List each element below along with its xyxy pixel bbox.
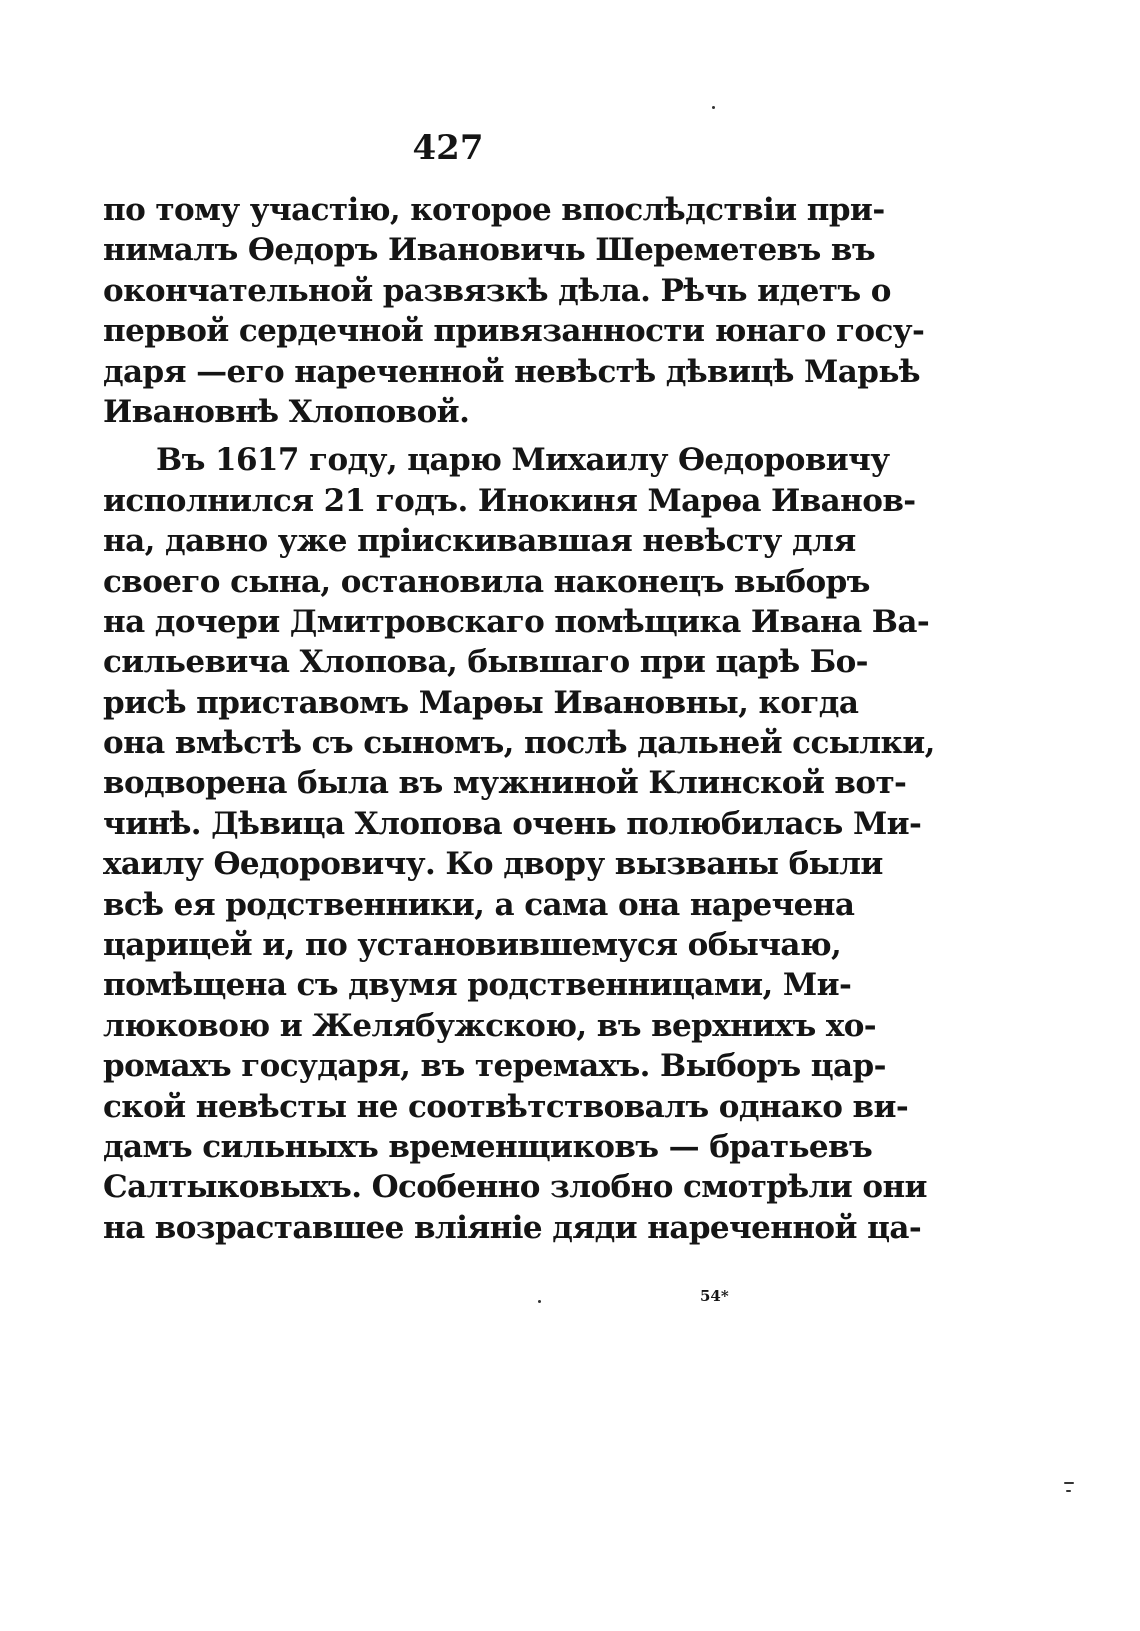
text-line: помѣщена съ двумя родственницами, Ми-: [103, 967, 852, 1004]
text-line: она вмѣстѣ съ сыномъ, послѣ дальней ссылки,: [103, 725, 935, 762]
scan-speck: [712, 106, 715, 109]
text-line: на дочери Дмитровскаго помѣщика Ивана Ва-: [103, 603, 930, 640]
text-line: люковою и Желябужскою, въ верхнихъ хо-: [103, 1007, 877, 1044]
scan-speck: [1064, 1482, 1074, 1484]
body-text: [103, 190, 935, 1248]
text-line: нималъ Ѳедоръ Ивановичь Шереметевъ въ: [103, 232, 876, 269]
text-line: чинѣ. Дѣвица Хлопова очень полюбилась Ми-: [103, 805, 922, 842]
text-line: ской невѣсты не соотвѣтствовалъ однако ви-: [103, 1088, 909, 1125]
text-line: по тому участію, которое впослѣдствіи при-: [103, 192, 885, 228]
text-line: водворена была въ мужниной Клинской вот-: [103, 765, 907, 802]
text-line: окончательной развязкѣ дѣла. Рѣчь идетъ о: [103, 272, 891, 309]
text-line: сильевича Хлопова, бывшаго при царѣ Бо-: [103, 644, 868, 681]
text-line: первой сердечной привязанности юнаго госу-: [103, 313, 925, 350]
text-line: исполнился 21 годъ. Инокиня Марѳа Иванов-: [103, 482, 916, 519]
text-line: хаилу Ѳедоровичу. Ко двору вызваны были: [103, 846, 883, 883]
paragraph-gap: [103, 432, 788, 440]
text-line: царицей и, по установившемуся обычаю,: [103, 927, 842, 964]
text-line: своего сына, остановила наконецъ выборъ: [103, 563, 870, 600]
text-line: даря —его нареченной невѣстѣ дѣвицѣ Марьѣ: [103, 353, 920, 390]
text-line: Въ 1617 году, царю Михаилу Ѳедоровичу: [156, 442, 890, 479]
scan-speck: [538, 1300, 541, 1303]
text-line: всѣ ея родственники, а сама она наречена: [103, 886, 855, 923]
text-line: Ивановнѣ Хлоповой.: [103, 393, 470, 430]
text-line: дамъ сильныхъ временщиковъ — братьевъ: [103, 1128, 873, 1165]
text-line: Салтыковыхъ. Особенно злобно смотрѣли они: [103, 1169, 927, 1206]
text-line: рисѣ приставомъ Марѳы Ивановны, когда: [103, 684, 859, 721]
scan-speck: [1066, 1490, 1071, 1492]
signature-mark: 54*: [700, 1287, 729, 1305]
text-line: на возраставшее вліяніе дяди нареченной ца-: [103, 1209, 922, 1246]
text-line: ромахъ государя, въ теремахъ. Выборъ цар-: [103, 1048, 886, 1085]
page-number: 427: [412, 128, 484, 168]
text-line: на, давно уже пріискивавшая невѣсту для: [103, 523, 856, 560]
